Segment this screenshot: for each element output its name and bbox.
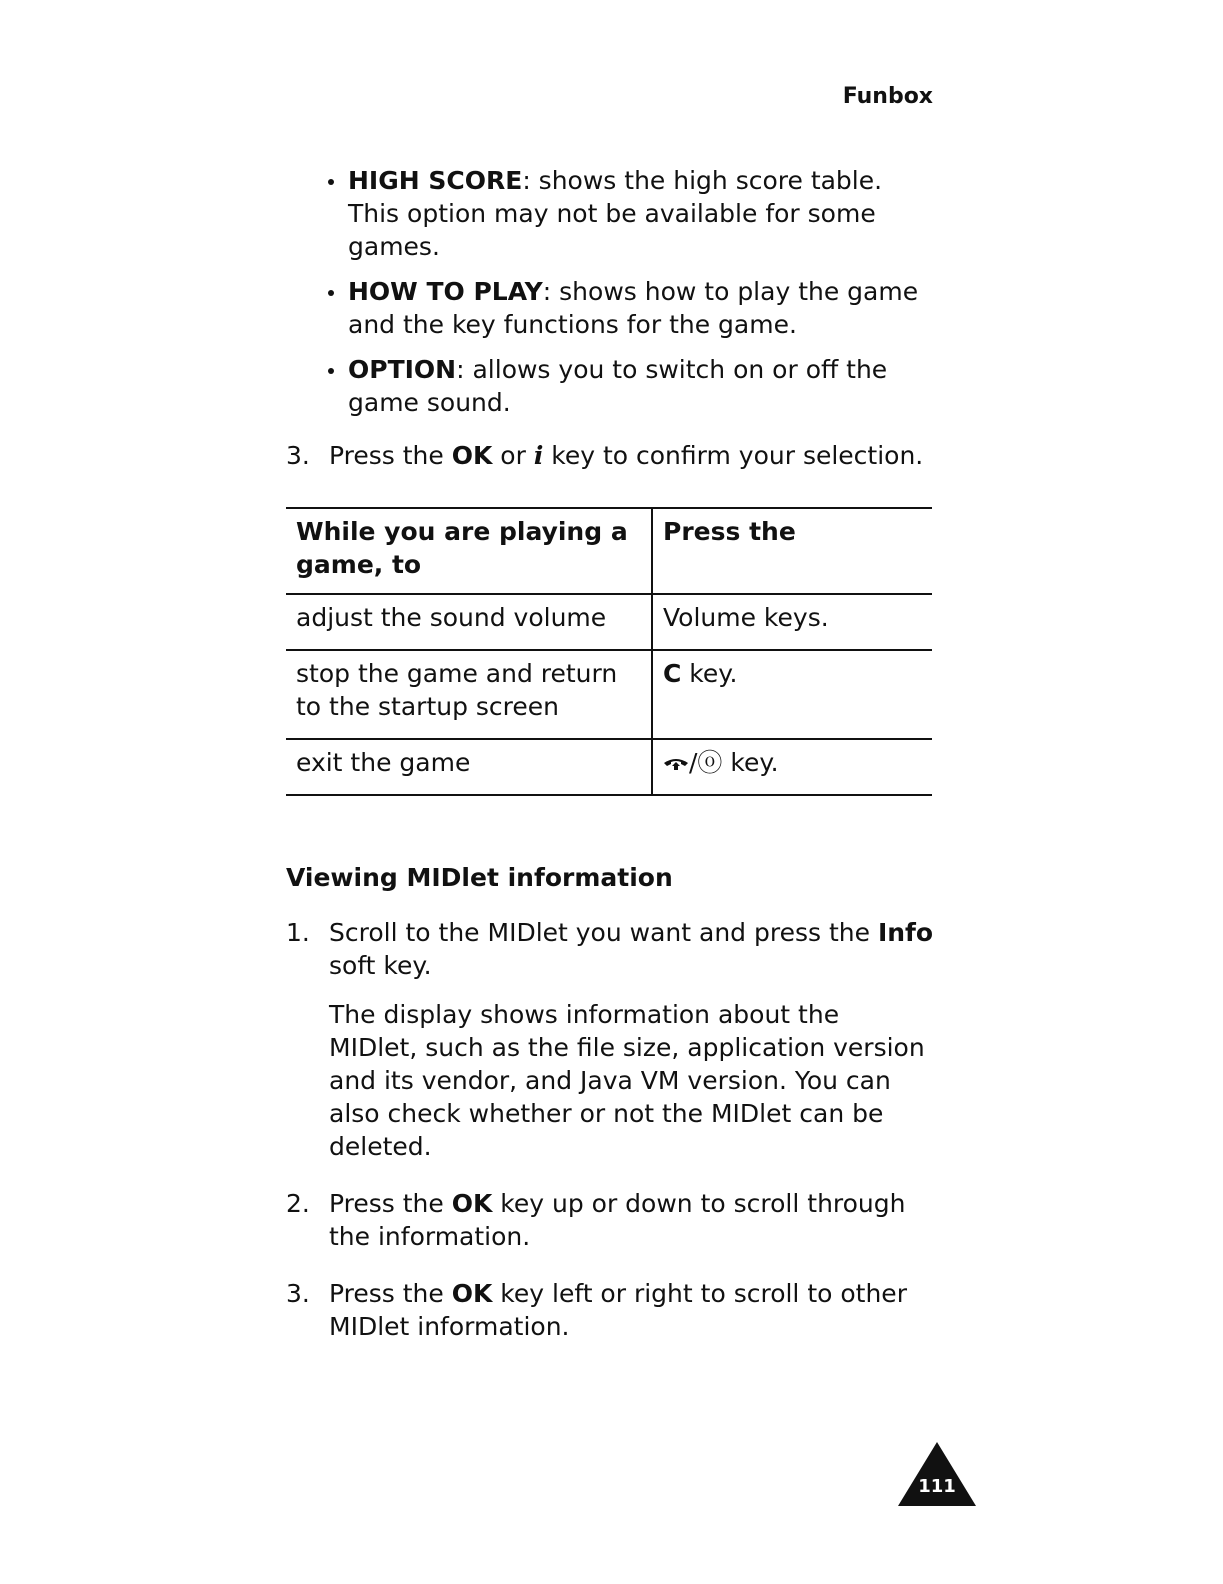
step-text: Press the (329, 1279, 452, 1308)
option-desc: : shows the high score table. This option may not be available for some games. (348, 166, 883, 261)
midlet-step-1 (286, 916, 934, 1163)
step-text: key up or down to scroll through the information. (329, 1189, 906, 1251)
running-header: Funbox (842, 84, 933, 109)
option-term: OPTION (348, 355, 457, 384)
step-text: Scroll to the MIDlet you want and press the (329, 918, 878, 947)
table-cell-action: adjust the sound volume (286, 594, 652, 650)
table-row (286, 594, 932, 650)
table-cell-action: stop the game and return to the startup screen (286, 650, 652, 739)
key-text: Volume keys. (663, 603, 829, 632)
table-header-cell: Press the (652, 508, 932, 594)
info-key-icon: i (533, 441, 544, 470)
ok-key-label: OK (451, 441, 493, 470)
option-term: HOW TO PLAY (348, 277, 543, 306)
c-key-label: C (663, 659, 682, 688)
midlet-step-2 (286, 1187, 934, 1253)
info-key-label: Info (877, 918, 934, 947)
ok-key-label: OK (451, 1189, 493, 1218)
menu-options-list (286, 164, 934, 419)
step-text: or (492, 441, 534, 470)
step-number: 3. (286, 1279, 310, 1308)
table-cell-action: exit the game (286, 739, 652, 795)
key-text: /ⓞ key. (689, 748, 779, 777)
step-text: key to confirm your selection. (543, 441, 924, 470)
step-number: 1. (286, 918, 310, 947)
game-keys-table (286, 507, 932, 796)
table-cell-key (652, 650, 932, 739)
list-item (348, 275, 934, 341)
option-desc: : allows you to switch on or off the game sound. (348, 355, 888, 417)
table-header-cell: While you are playing a game, to (286, 508, 652, 594)
table-cell-key (652, 594, 932, 650)
page-content (286, 164, 934, 1343)
table-header-row (286, 508, 932, 594)
step-description: The display shows information about the MIDlet, such as the file size, application version and its vendor, and Java VM version. You can also check whether or not the MIDlet can be deleted. (329, 1000, 925, 1161)
page-number-badge (896, 1440, 978, 1508)
table-cell-key (652, 739, 932, 795)
step-number: 2. (286, 1189, 310, 1218)
section-heading: Viewing MIDlet information (286, 863, 673, 892)
end-power-key-icon (663, 756, 689, 772)
option-desc: : shows how to play the game and the key functions for the game. (348, 277, 919, 339)
list-item (348, 164, 934, 263)
midlet-step-3 (286, 1277, 934, 1343)
confirm-step (286, 439, 934, 472)
ok-key-label: OK (451, 1279, 493, 1308)
table-row (286, 739, 932, 795)
list-item (348, 353, 934, 419)
key-text: key. (681, 659, 738, 688)
step-text: Press the (329, 441, 452, 470)
step-text: Press the (329, 1189, 452, 1218)
step-text: soft key. (329, 951, 432, 980)
step-number: 3. (286, 441, 310, 470)
option-term: HIGH SCORE (348, 166, 523, 195)
table-row (286, 650, 932, 739)
page-number: 111 (918, 1476, 956, 1497)
step-text: key left or right to scroll to other MIDlet information. (329, 1279, 907, 1341)
